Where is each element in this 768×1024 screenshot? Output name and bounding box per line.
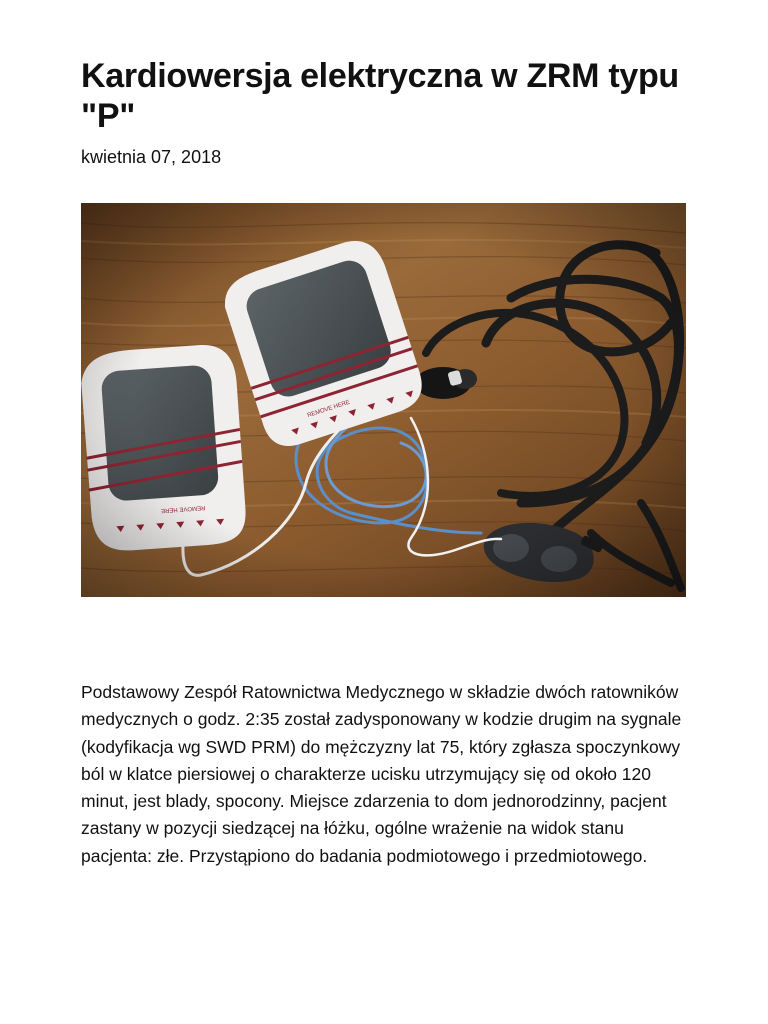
photo-vignette xyxy=(81,203,686,597)
article-photo-defibrillation-pads xyxy=(81,203,686,597)
article-title: Kardiowersja elektryczna w ZRM typu "P" xyxy=(81,57,679,135)
article-date: kwietnia 07, 2018 xyxy=(81,147,222,167)
article-body-paragraph: Podstawowy Zespół Ratownictwa Medycznego w składzie dwóch ratowników medycznych o godz. 2:35 został zadysponowany w kodzie drugim na sygnale (kodyfikacja wg SWD PRM) do mężczyzny lat 75, który zgłasza spoczynkowy ból w klatce piersiowej o charakterze ucisku utrzymujący się od około 120 minut, jest blady, spocony. Miejsce zdarzenia to dom jednorodzinny, pacjent zastany w pozycji siedzącej na łóżku, ogólne wrażenie na widok stanu pacjenta: złe. Przystąpiono do badania podmiotowego i przedmiotowego. xyxy=(81,682,682,866)
article-header xyxy=(81,56,687,168)
